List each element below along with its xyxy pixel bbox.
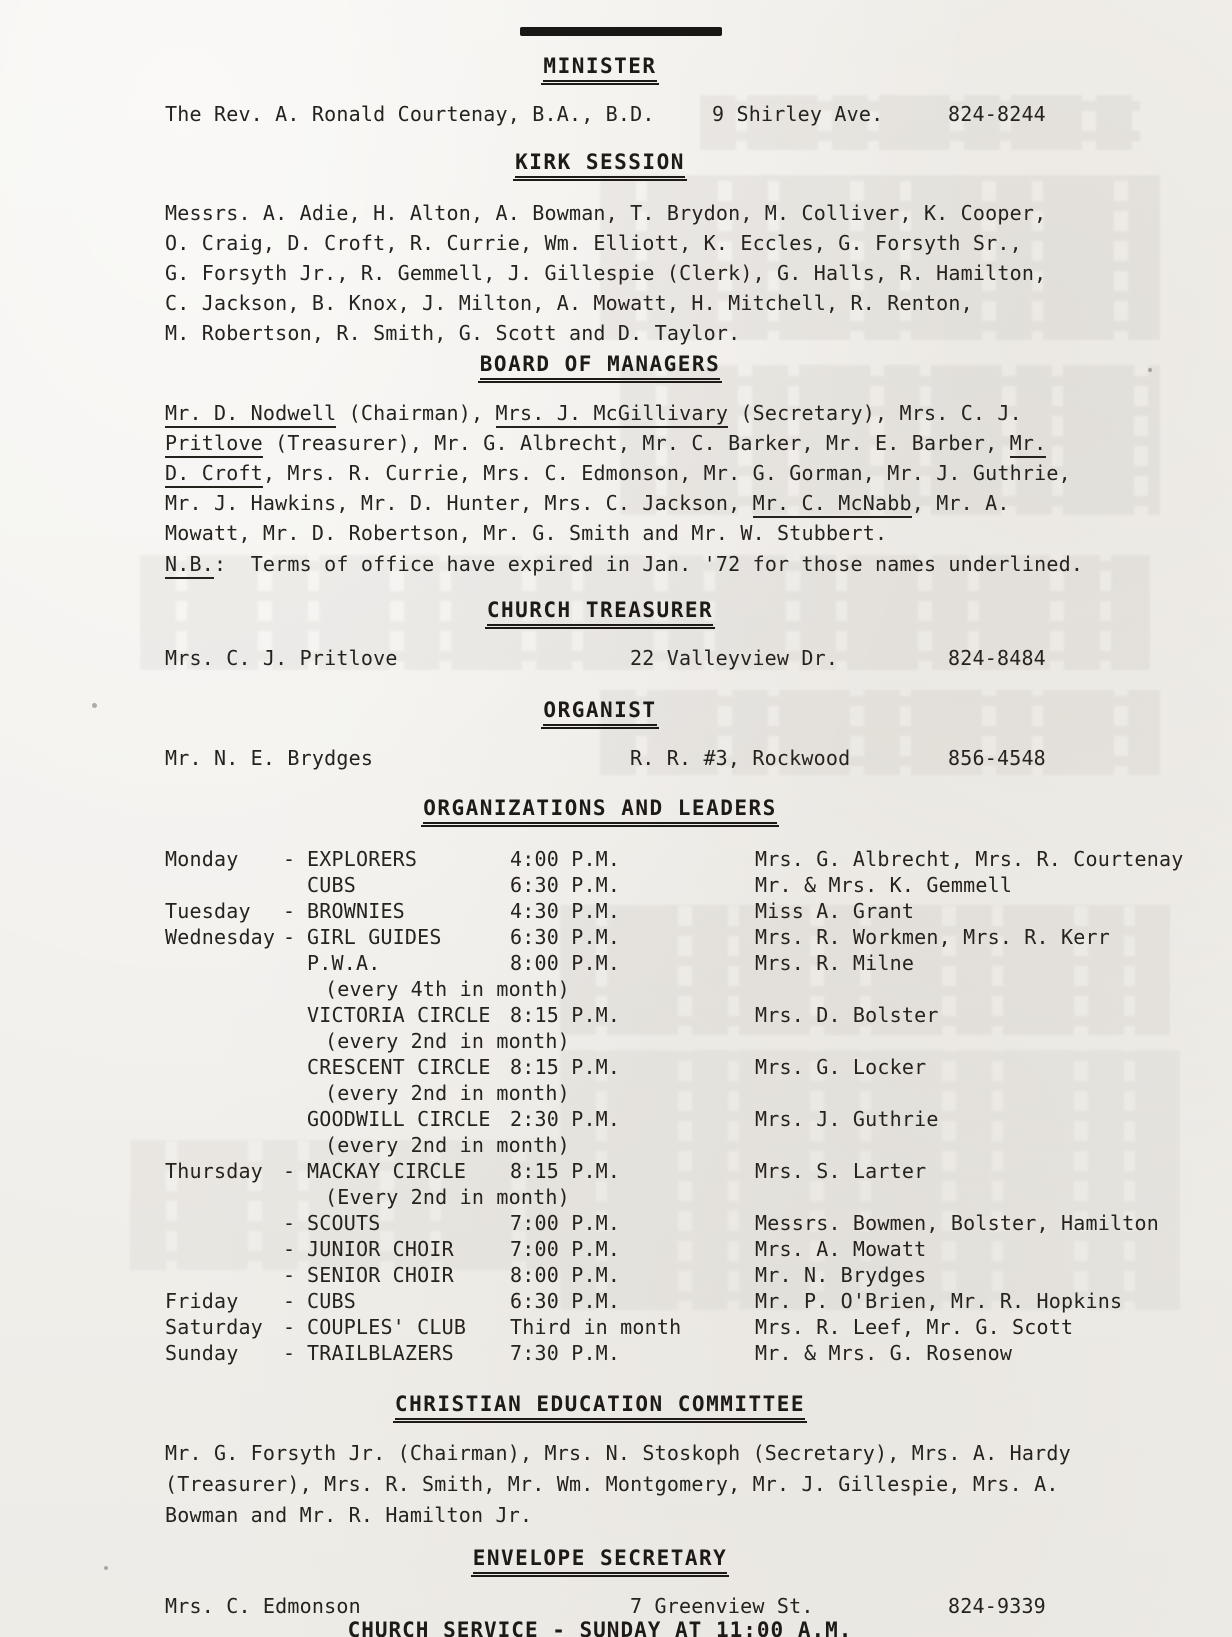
organization-row bbox=[165, 1002, 1212, 1028]
minister-name: The Rev. A. Ronald Courtenay, B.A., B.D. bbox=[165, 102, 655, 126]
org-time: 7:00 P.M. bbox=[510, 1211, 621, 1235]
org-day bbox=[165, 1002, 283, 1028]
expired-term-name: Mr. D. Nodwell bbox=[165, 401, 336, 428]
org-time: 8:15 P.M. bbox=[510, 1159, 621, 1183]
board-of-managers-names bbox=[165, 398, 1202, 548]
org-day: Saturday bbox=[165, 1315, 263, 1339]
org-day bbox=[165, 1262, 283, 1288]
org-time: 8:00 P.M. bbox=[510, 1263, 621, 1287]
org-dash bbox=[283, 1002, 307, 1028]
organization-row bbox=[165, 846, 1212, 872]
kirk-session-line: O. Craig, D. Croft, R. Currie, Wm. Elliott, K. Eccles, G. Forsyth Sr., bbox=[165, 231, 1022, 255]
org-leaders: Mrs. D. Bolster bbox=[755, 1003, 939, 1027]
org-name: CRESCENT CIRCLE bbox=[307, 1055, 491, 1079]
org-time: 6:30 P.M. bbox=[510, 925, 621, 949]
christian-education-heading: CHRISTIAN EDUCATION COMMITTEE bbox=[395, 1392, 805, 1420]
kirk-session-line: Messrs. A. Adie, H. Alton, A. Bowman, T. Brydon, M. Colliver, K. Cooper, bbox=[165, 201, 1047, 225]
org-dash: - bbox=[283, 1211, 296, 1235]
org-leaders: Miss A. Grant bbox=[755, 899, 915, 923]
org-time: 8:15 P.M. bbox=[510, 1055, 621, 1079]
treasurer-address: 22 Valleyview Dr. bbox=[630, 646, 839, 670]
org-name: MACKAY CIRCLE bbox=[307, 1159, 467, 1183]
org-time: 6:30 P.M. bbox=[510, 873, 621, 897]
org-dash: - bbox=[283, 847, 296, 871]
nb-note bbox=[165, 549, 1202, 579]
org-leaders: Mrs. G. Albrecht, Mrs. R. Courtenay bbox=[755, 847, 1184, 871]
kirk-session-line: C. Jackson, B. Knox, J. Milton, A. Mowatt, H. Mitchell, R. Renton, bbox=[165, 291, 973, 315]
org-day bbox=[165, 872, 283, 898]
org-dash: - bbox=[283, 1237, 296, 1261]
envelope-secretary-name: Mrs. C. Edmonson bbox=[165, 1594, 361, 1618]
org-leaders: Mrs. R. Leef, Mr. G. Scott bbox=[755, 1315, 1074, 1339]
org-day bbox=[165, 1106, 283, 1132]
organization-row bbox=[165, 1054, 1212, 1080]
org-time: 4:00 P.M. bbox=[510, 847, 621, 871]
org-schedule-note: (every 4th in month) bbox=[325, 977, 570, 1001]
org-name: P.W.A. bbox=[307, 951, 381, 975]
expired-term-name: Mr. C. McNabb bbox=[753, 491, 912, 518]
minister-phone: 824-8244 bbox=[948, 102, 1046, 126]
board-line bbox=[165, 488, 1202, 518]
organizations-table bbox=[165, 846, 1212, 1366]
org-name: EXPLORERS bbox=[307, 847, 418, 871]
christian-education-line: (Treasurer), Mrs. R. Smith, Mr. Wm. Montgomery, Mr. J. Gillespie, Mrs. A. bbox=[165, 1472, 1059, 1496]
org-name: JUNIOR CHOIR bbox=[307, 1237, 454, 1261]
organist-address: R. R. #3, Rockwood bbox=[630, 746, 851, 770]
org-schedule-note: (Every 2nd in month) bbox=[325, 1185, 570, 1209]
organization-row bbox=[165, 1314, 1212, 1340]
board-text: , Mrs. R. Currie, Mrs. C. Edmonson, Mr. G. Gorman, Mr. J. Guthrie, bbox=[262, 461, 1071, 485]
organization-row bbox=[165, 1210, 1212, 1236]
org-day: Tuesday bbox=[165, 899, 251, 923]
org-time: 7:30 P.M. bbox=[510, 1341, 621, 1365]
org-leaders: Mr. P. O'Brien, Mr. R. Hopkins bbox=[755, 1289, 1123, 1313]
org-day bbox=[165, 950, 283, 976]
board-line bbox=[165, 428, 1202, 458]
expired-term-name: D. Croft bbox=[165, 461, 263, 488]
envelope-secretary-heading: ENVELOPE SECRETARY bbox=[473, 1546, 728, 1574]
org-leaders: Mrs. G. Locker bbox=[755, 1055, 927, 1079]
org-name: CUBS bbox=[307, 1289, 356, 1313]
board-line bbox=[165, 458, 1202, 488]
christian-education-line: Bowman and Mr. R. Hamilton Jr. bbox=[165, 1503, 533, 1527]
org-day: Wednesday bbox=[165, 925, 276, 949]
org-time: 2:30 P.M. bbox=[510, 1107, 621, 1131]
org-name: GOODWILL CIRCLE bbox=[307, 1107, 491, 1131]
kirk-session-line: G. Forsyth Jr., R. Gemmell, J. Gillespie (Clerk), G. Halls, R. Hamilton, bbox=[165, 261, 1047, 285]
org-name: COUPLES' CLUB bbox=[307, 1315, 467, 1339]
org-leaders: Mrs. A. Mowatt bbox=[755, 1237, 927, 1261]
organization-row bbox=[165, 1340, 1212, 1366]
org-schedule-note: (every 2nd in month) bbox=[325, 1133, 570, 1157]
org-time: 4:30 P.M. bbox=[510, 899, 621, 923]
minister-address: 9 Shirley Ave. bbox=[712, 102, 884, 126]
org-dash bbox=[283, 1106, 307, 1132]
board-text: (Chairman), bbox=[336, 401, 496, 425]
org-day: Monday bbox=[165, 847, 239, 871]
expired-term-name: Pritlove bbox=[165, 431, 263, 458]
org-dash: - bbox=[283, 1315, 296, 1339]
organization-row bbox=[165, 1288, 1212, 1314]
minister-heading: MINISTER bbox=[543, 54, 656, 82]
organizations-heading: ORGANIZATIONS AND LEADERS bbox=[423, 796, 777, 824]
org-time: Third in month bbox=[510, 1315, 682, 1339]
org-name: SENIOR CHOIR bbox=[307, 1263, 454, 1287]
envelope-secretary-address: 7 Greenview St. bbox=[630, 1594, 814, 1618]
organization-row bbox=[165, 1158, 1212, 1184]
organization-row bbox=[165, 1262, 1212, 1288]
org-name: TRAILBLAZERS bbox=[307, 1341, 454, 1365]
kirk-session-names bbox=[165, 198, 1202, 348]
organist-phone: 856-4548 bbox=[948, 746, 1046, 770]
envelope-secretary-row bbox=[165, 1594, 1202, 1618]
org-leaders: Mr. & Mrs. K. Gemmell bbox=[755, 873, 1013, 897]
org-leaders: Mrs. J. Guthrie bbox=[755, 1107, 939, 1131]
org-day bbox=[165, 1236, 283, 1262]
org-dash bbox=[283, 872, 307, 898]
organist-row bbox=[165, 746, 1202, 770]
expired-term-name: Mrs. J. McGillivary bbox=[496, 401, 729, 428]
org-name: BROWNIES bbox=[307, 899, 405, 923]
org-day: Thursday bbox=[165, 1159, 263, 1183]
christian-education-line: Mr. G. Forsyth Jr. (Chairman), Mrs. N. Stoskoph (Secretary), Mrs. A. Hardy bbox=[165, 1441, 1071, 1465]
org-day bbox=[165, 1210, 283, 1236]
organization-row bbox=[165, 950, 1212, 976]
organization-row bbox=[165, 898, 1212, 924]
org-dash: - bbox=[283, 899, 296, 923]
church-service-line: CHURCH SERVICE - SUNDAY AT 11:00 A.M. bbox=[347, 1618, 853, 1637]
board-text: , Mr. A. bbox=[911, 491, 1010, 515]
org-day: Sunday bbox=[165, 1341, 239, 1365]
org-dash: - bbox=[283, 1263, 296, 1287]
nb-label: N.B. bbox=[165, 552, 214, 579]
org-name: GIRL GUIDES bbox=[307, 925, 442, 949]
kirk-session-heading: KIRK SESSION bbox=[515, 150, 685, 178]
org-day: Friday bbox=[165, 1289, 239, 1313]
org-leaders: Mrs. R. Workmen, Mrs. R. Kerr bbox=[755, 925, 1110, 949]
expired-term-name: Mr. bbox=[1010, 431, 1047, 458]
board-text: (Treasurer), Mr. G. Albrecht, Mr. C. Barker, Mr. E. Barber, bbox=[262, 431, 1010, 455]
org-leaders: Mrs. S. Larter bbox=[755, 1159, 927, 1183]
org-day bbox=[165, 1054, 283, 1080]
organization-row bbox=[165, 1236, 1212, 1262]
org-name: SCOUTS bbox=[307, 1211, 381, 1235]
kirk-session-line: M. Robertson, R. Smith, G. Scott and D. Taylor. bbox=[165, 321, 741, 345]
org-name: CUBS bbox=[307, 873, 356, 897]
org-dash: - bbox=[283, 1341, 296, 1365]
organization-row bbox=[165, 924, 1212, 950]
treasurer-phone: 824-8484 bbox=[948, 646, 1046, 670]
org-leaders: Messrs. Bowmen, Bolster, Hamilton bbox=[755, 1211, 1159, 1235]
board-text: (Secretary), Mrs. C. J. bbox=[728, 401, 1022, 425]
minister-row bbox=[165, 102, 1202, 126]
org-time: 6:30 P.M. bbox=[510, 1289, 621, 1313]
org-schedule-note: (every 2nd in month) bbox=[325, 1081, 570, 1105]
page-top-rule bbox=[520, 27, 722, 36]
nb-text: : Terms of office have expired in Jan. '72 for those names underlined. bbox=[213, 552, 1084, 576]
board-line bbox=[165, 518, 1202, 548]
organization-row bbox=[165, 872, 1212, 898]
organization-row bbox=[165, 1106, 1212, 1132]
envelope-secretary-phone: 824-9339 bbox=[948, 1594, 1046, 1618]
org-time: 8:15 P.M. bbox=[510, 1003, 621, 1027]
org-name: VICTORIA CIRCLE bbox=[307, 1003, 491, 1027]
board-line bbox=[165, 398, 1202, 428]
org-leaders: Mr. & Mrs. G. Rosenow bbox=[755, 1341, 1013, 1365]
treasurer-name: Mrs. C. J. Pritlove bbox=[165, 646, 398, 670]
org-leaders: Mrs. R. Milne bbox=[755, 951, 915, 975]
board-text: Mr. J. Hawkins, Mr. D. Hunter, Mrs. C. Jackson, bbox=[165, 491, 753, 515]
org-dash: - bbox=[283, 1289, 296, 1313]
board-of-managers-heading: BOARD OF MANAGERS bbox=[480, 352, 720, 380]
christian-education-names bbox=[165, 1438, 1202, 1531]
org-dash bbox=[283, 950, 307, 976]
board-text: Mowatt, Mr. D. Robertson, Mr. G. Smith and Mr. W. Stubbert. bbox=[165, 521, 888, 545]
org-dash: - bbox=[283, 925, 296, 949]
organist-heading: ORGANIST bbox=[543, 698, 656, 726]
church-treasurer-row bbox=[165, 646, 1202, 670]
organist-name: Mr. N. E. Brydges bbox=[165, 746, 374, 770]
church-treasurer-heading: CHURCH TREASURER bbox=[487, 598, 713, 626]
org-schedule-note: (every 2nd in month) bbox=[325, 1029, 570, 1053]
org-dash: - bbox=[283, 1159, 296, 1183]
org-dash bbox=[283, 1054, 307, 1080]
org-leaders: Mr. N. Brydges bbox=[755, 1263, 927, 1287]
org-time: 7:00 P.M. bbox=[510, 1237, 621, 1261]
org-time: 8:00 P.M. bbox=[510, 951, 621, 975]
